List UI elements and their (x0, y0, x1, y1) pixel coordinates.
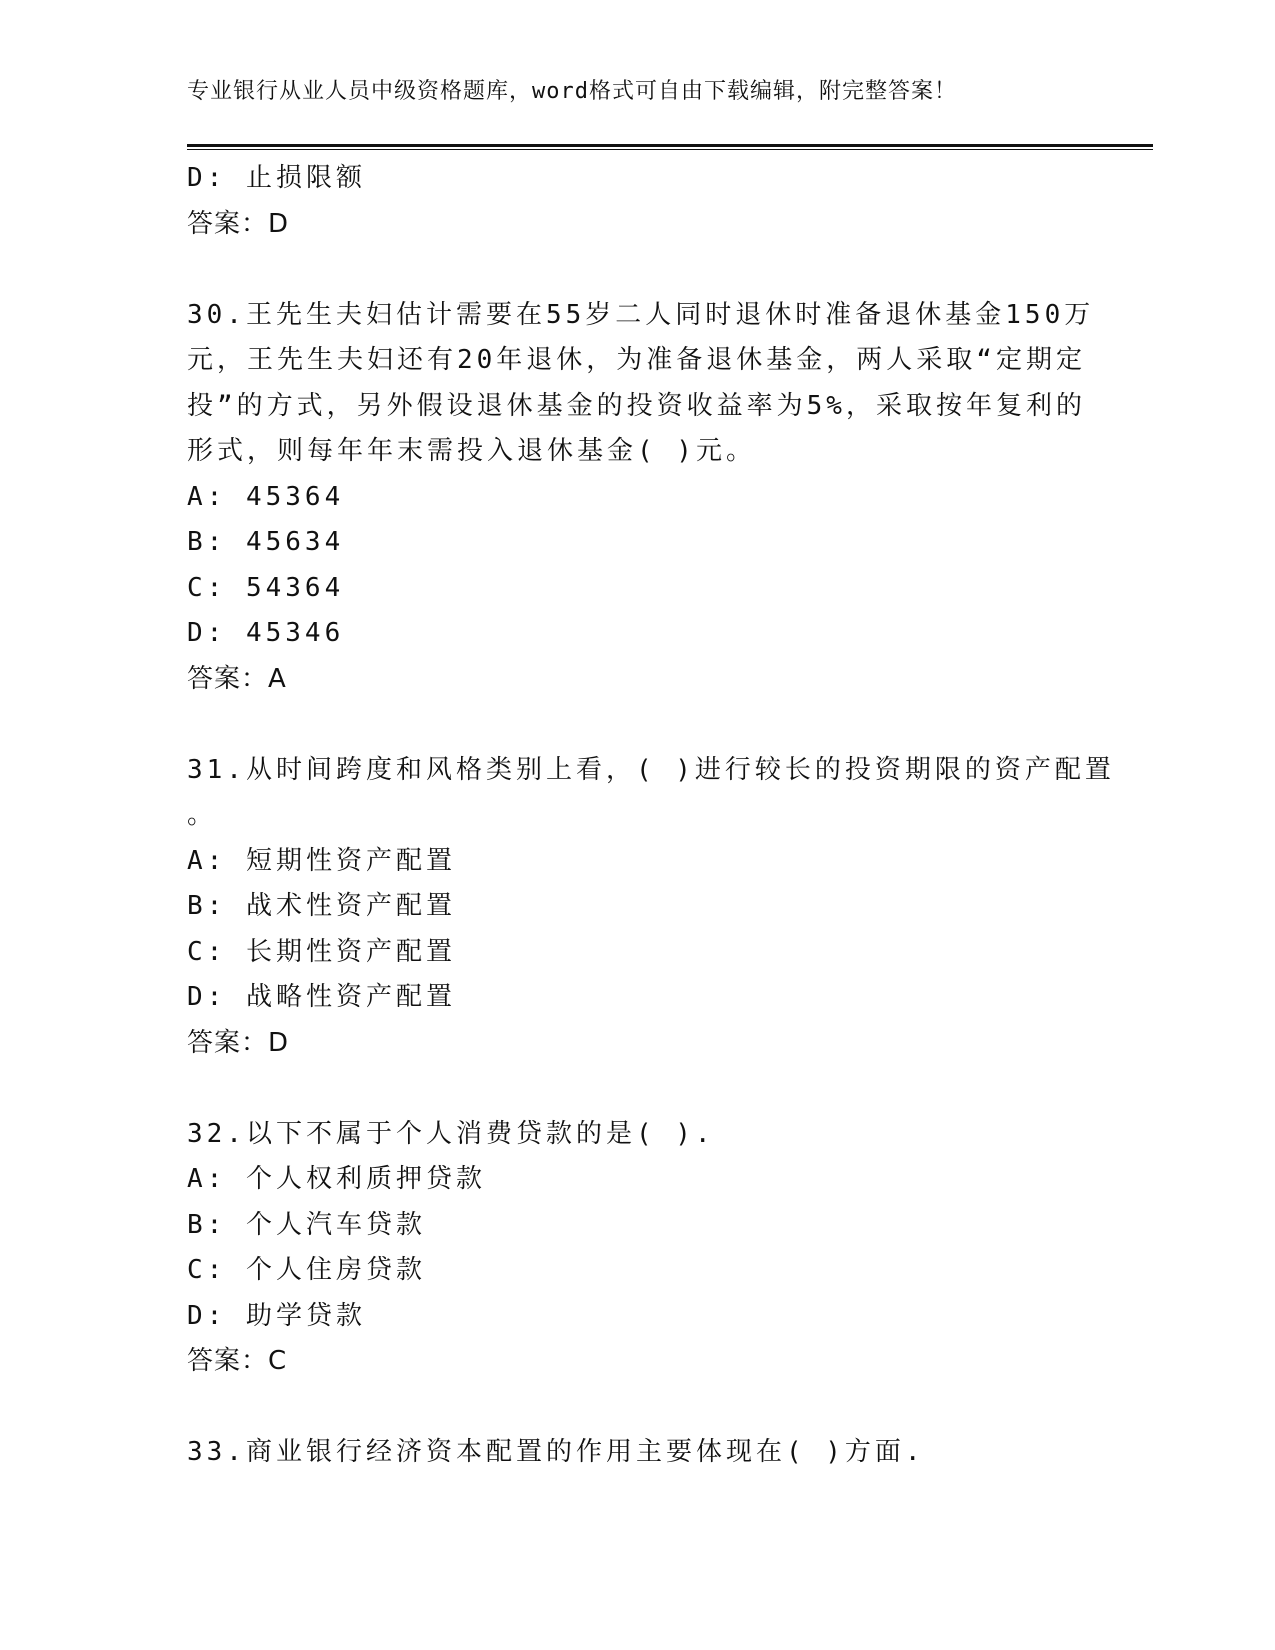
option-b: B: 个人汽车贷款 (187, 1209, 426, 1240)
option-c: C: 54364 (187, 572, 345, 603)
question-text-line: 31.从时间跨度和风格类别上看，( )进行较长的投资期限的资产配置 (187, 754, 1115, 785)
spacer (187, 1385, 1087, 1431)
answer-line: 答案：D (187, 208, 290, 239)
spacer (187, 247, 1087, 293)
question-32 (187, 1112, 1087, 1385)
page-header: 专业银行从业人员中级资格题库，word格式可自由下载编辑，附完整答案！ (187, 79, 957, 104)
option-a: A: 45364 (187, 481, 345, 512)
option-d: D: 助学贷款 (187, 1300, 366, 1331)
question-33 (187, 1430, 1087, 1476)
question-text-line: 元，王先生夫妇还有20年退休，为准备退休基金，两人采取“定期定 (187, 345, 1086, 375)
question-text-line: 投”的方式，另外假设退休基金的投资收益率为5%，采取按年复利的 (187, 390, 1086, 421)
question-30 (187, 293, 1095, 703)
answer-line: 答案：D (187, 1027, 290, 1058)
option-a: A: 短期性资产配置 (187, 845, 456, 876)
answer-line: 答案：A (187, 663, 287, 694)
option-a: A: 个人权利质押贷款 (187, 1164, 486, 1194)
header-rule-thick (187, 144, 1153, 147)
header-rule-thin (187, 149, 1153, 150)
question-text-line: 32.以下不属于个人消费贷款的是( ). (187, 1118, 715, 1149)
option-b: B: 战术性资产配置 (187, 891, 456, 921)
option-d: D: 45346 (187, 618, 345, 648)
question-31 (187, 748, 1115, 1067)
option-b: B: 45634 (187, 527, 345, 557)
option-d: D: 战略性资产配置 (187, 982, 456, 1012)
question-text-line: 形式，则每年年末需投入退休基金( )元。 (187, 436, 756, 466)
spacer (187, 1066, 1087, 1112)
option-c: C: 长期性资产配置 (187, 936, 456, 967)
question-text-line: 。 (187, 800, 218, 830)
option-d: D: 止损限额 (187, 163, 366, 193)
question-text-line: 30.王先生夫妇估计需要在55岁二人同时退休时准备退休基金150万 (187, 299, 1095, 330)
spacer (187, 702, 1087, 748)
option-c: C: 个人住房贷款 (187, 1255, 426, 1285)
answer-line: 答案：C (187, 1346, 288, 1376)
document-body (187, 156, 1115, 1476)
question-text-line: 33.商业银行经济资本配置的作用主要体现在( )方面. (187, 1437, 925, 1467)
